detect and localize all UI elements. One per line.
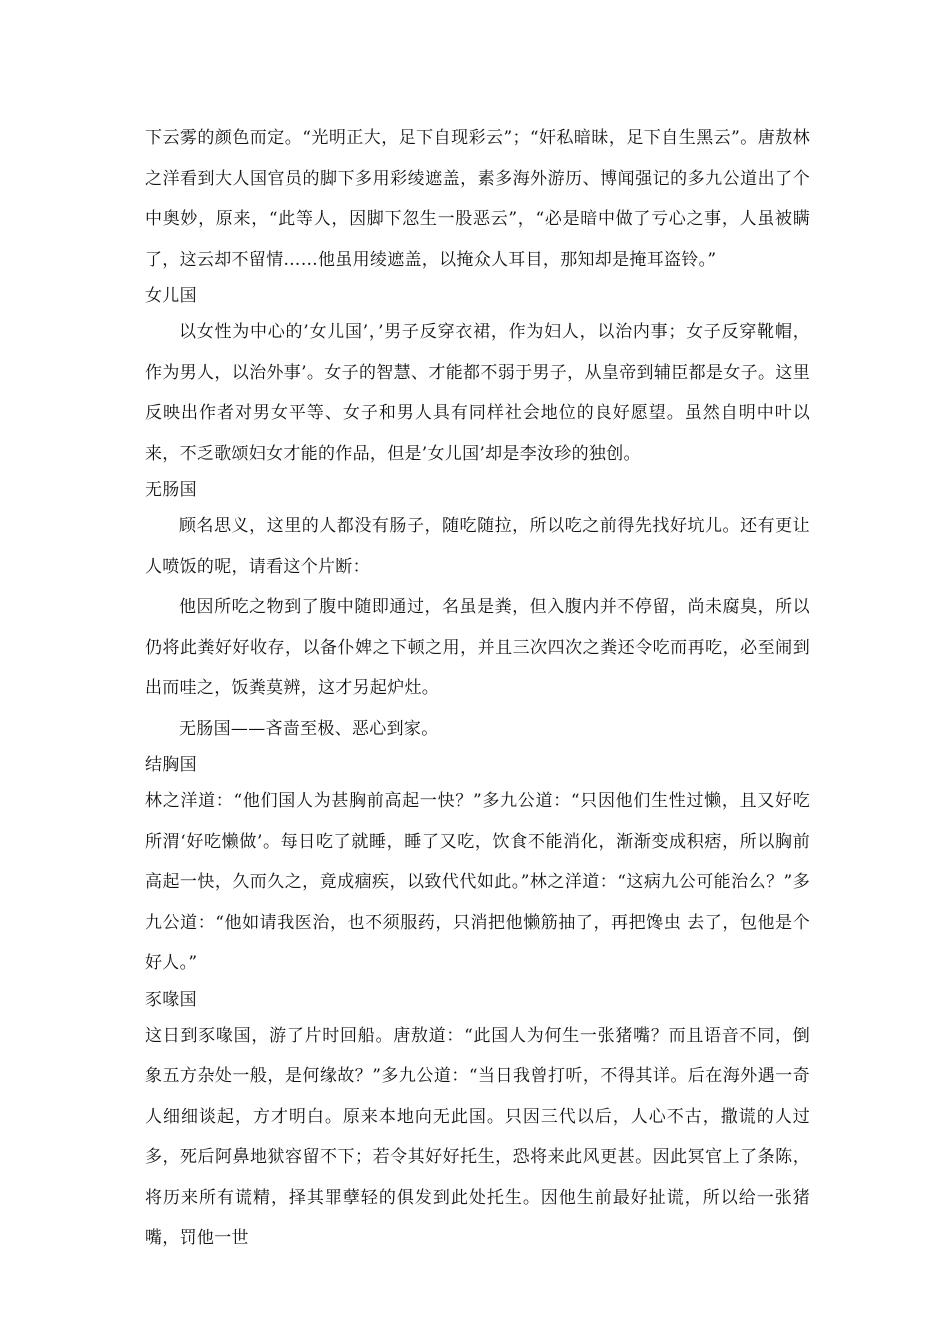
heading-nvguo: 女儿国 [145,286,197,306]
paragraph-wuchang-summary: 无肠国——吝啬至极、恶心到家。 [179,718,439,739]
paragraph-jiexiong: 林之洋道：“他们国人为甚胸前高起一快？”多九公道：“只因他们生性过懒，且又好吃所渭‘好吃懒做’。每日吃了就睡，睡了又吃，饮食不能消化，渐渐变成积痞，所以胸前高起一快，久而久之，竟成痼疾，以致代代如此。”林之洋道：“这病九公可能治么？”多九公道：“他如请我医治，也不须服药，只消把他懒筋抽了，再把馋虫 去了，包他是个好人。” [145,791,810,973]
paragraph-nvguo: 以女性为中心的’女儿国’，’男子反穿衣裙，作为妇人，以治内事；女子反穿靴帽，作为男人，以治外事’。女子的智慧、才能都不弱于男子，从皇帝到辅臣都是女子。这里反映出作者对男女平等、女子和男人具有同样社会地位的良好愿望。虽然自明中叶以来，不乏歌颂妇女才能的作品，但是’女儿国’却是李汝珍的独创。 [145,322,810,464]
heading-shizhuo-guo: 豕喙国 [145,989,197,1010]
paragraph-wuchang-quote: 他因所吃之物到了腹中随即通过，名虽是粪，但入腹内并不停留，尚未腐臭，所以仍将此粪好好收存，以备仆婢之下顿之用，并且三次四次之粪还令吃而再吃，必至闹到出而哇之，饭粪莫辨，这才另起炉灶。 [145,597,810,698]
paragraph-wuchang-intro: 顾名思义，这里的人都没有肠子，随吃随拉，所以吃之前得先找好坑儿。还有更让人喷饭的呢，请看这个片断： [145,516,810,577]
heading-jiexiong-guo: 结胸国 [145,755,197,775]
paragraph-daren-guo: 下云雾的颜色而定。“光明正大，足下自现彩云”；“奸私暗昧，足下自生黑云”。唐敖林之洋看到大人国官员的脚下多用彩绫遮盖，素多海外游历、博闻强记的多九公道出了个中奥妙，原来，“此等人，因脚下忽生一股恶云”，“必是暗中做了亏心之事，人虽被瞒了，这云却不留情……他虽用绫遮盖，以掩众人耳目，那知却是掩耳盗铃。” [145,128,810,270]
paragraph-shizhuo: 这日到豕喙国，游了片时回船。唐敖道：“此国人为何生一张猪嘴？而且语音不同，倒象五方杂处一般，是何缘故？”多九公道：“当日我曾打听，不得其详。后在海外遇一奇人细细谈起，方才明白。原来本地向无此国。只因三代以后，人心不古，撒谎的人过多，死后阿鼻地狱容留不下；若令其好好托生，恐将来此风更甚。因此冥官上了条陈，将历来所有谎精，择其罪孽轻的俱发到此处托生。因他生前最好扯谎，所以给一张猪嘴，罚他一世 [145,1025,810,1248]
document-body [145,118,810,1259]
heading-wuchang-guo: 无肠国 [145,480,197,500]
